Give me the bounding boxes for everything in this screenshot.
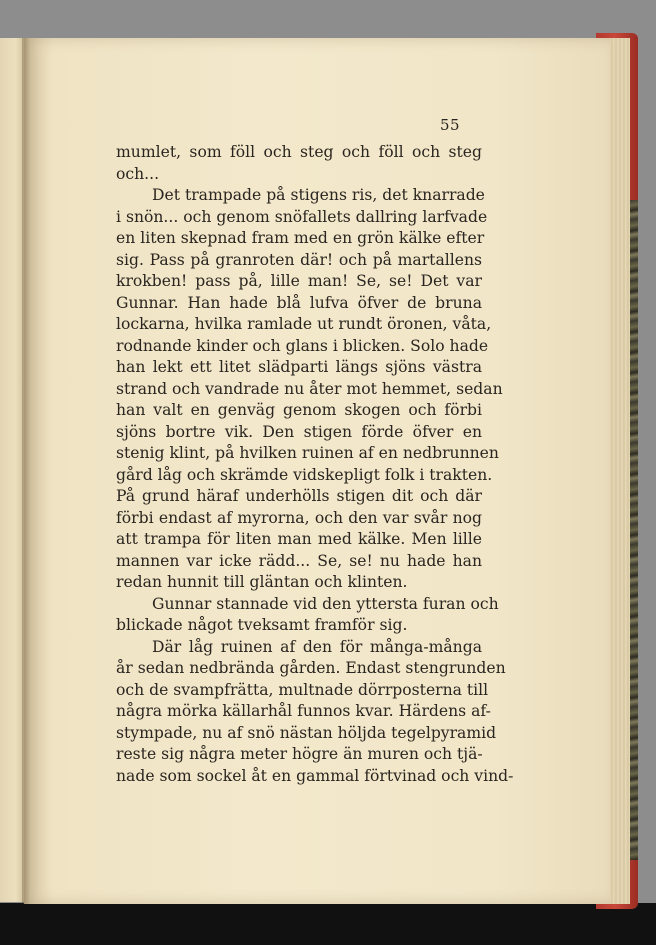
text-line: och de svampfrätta, multnade dörrposterna till xyxy=(116,680,489,699)
text-line: På grund häraf underhölls stigen dit och där xyxy=(116,487,482,505)
text-line: strand och vandrade nu åter mot hemmet, sedan xyxy=(116,379,503,398)
text-line: blickade något tveksamt framför sig. xyxy=(116,616,408,634)
text-line: Där låg ruinen af den för många-många xyxy=(152,637,482,656)
text-line: nade som sockel åt en gammal förtvinad och vind- xyxy=(116,766,514,785)
text-line: Gunnar. Han hade blå lufva öfver de bruna xyxy=(116,293,482,312)
text-line: krokben! pass på, lille man! Se, se! Det var xyxy=(116,272,482,290)
background-bottom xyxy=(0,903,656,945)
text-line: och... xyxy=(116,164,160,183)
text-line: redan hunnit till gläntan och klinten. xyxy=(116,573,408,591)
text-line: några mörka källarhål funnos kvar. Härdens af- xyxy=(116,702,491,720)
text-line: år sedan nedbrända gården. Endast stengrunden xyxy=(116,659,506,677)
text-line: han valt en genväg genom skogen och förbi xyxy=(116,401,482,419)
text-line: Det trampade på stigens ris, det knarrade xyxy=(152,186,485,204)
text-line: rodnande kinder och glans i blicken. Solo hade xyxy=(116,336,489,355)
text-line: en liten skepnad fram med en grön kälke efter xyxy=(116,229,485,247)
page-number: 55 xyxy=(440,116,461,134)
body-text xyxy=(116,142,514,787)
text-line: stympade, nu af snö nästan höljda tegelpyramid xyxy=(116,723,497,742)
text-line: i snön... och genom snöfallets dallring larfvade xyxy=(116,207,488,226)
text-line: gård låg och skrämde vidskepligt folk i trakten. xyxy=(116,465,493,484)
text-line: Gunnar stannade vid den yttersta furan och xyxy=(152,594,499,613)
text-line: stenig klint, på hvilken ruinen af en nedbrunnen xyxy=(116,444,499,462)
text-line: han lekt ett litet slädparti längs sjöns västra xyxy=(116,358,482,376)
text-line: att trampa för liten man med kälke. Men lille xyxy=(116,530,482,548)
text-line: mumlet, som föll och steg och föll och steg xyxy=(116,143,482,161)
text-line: förbi endast af myrorna, och den var svår nog xyxy=(116,508,482,527)
text-line: reste sig några meter högre än muren och tjä- xyxy=(116,745,483,763)
text-line: mannen var icke rädd... Se, se! nu hade han xyxy=(116,551,482,570)
gutter-shadow xyxy=(22,38,30,904)
text-line: sjöns bortre vik. Den stigen förde öfver en xyxy=(116,422,482,441)
text-line: sig. Pass på granroten där! och på martallens xyxy=(116,250,482,269)
text-line: lockarna, hvilka ramlade ut rundt öronen, våta, xyxy=(116,315,492,333)
